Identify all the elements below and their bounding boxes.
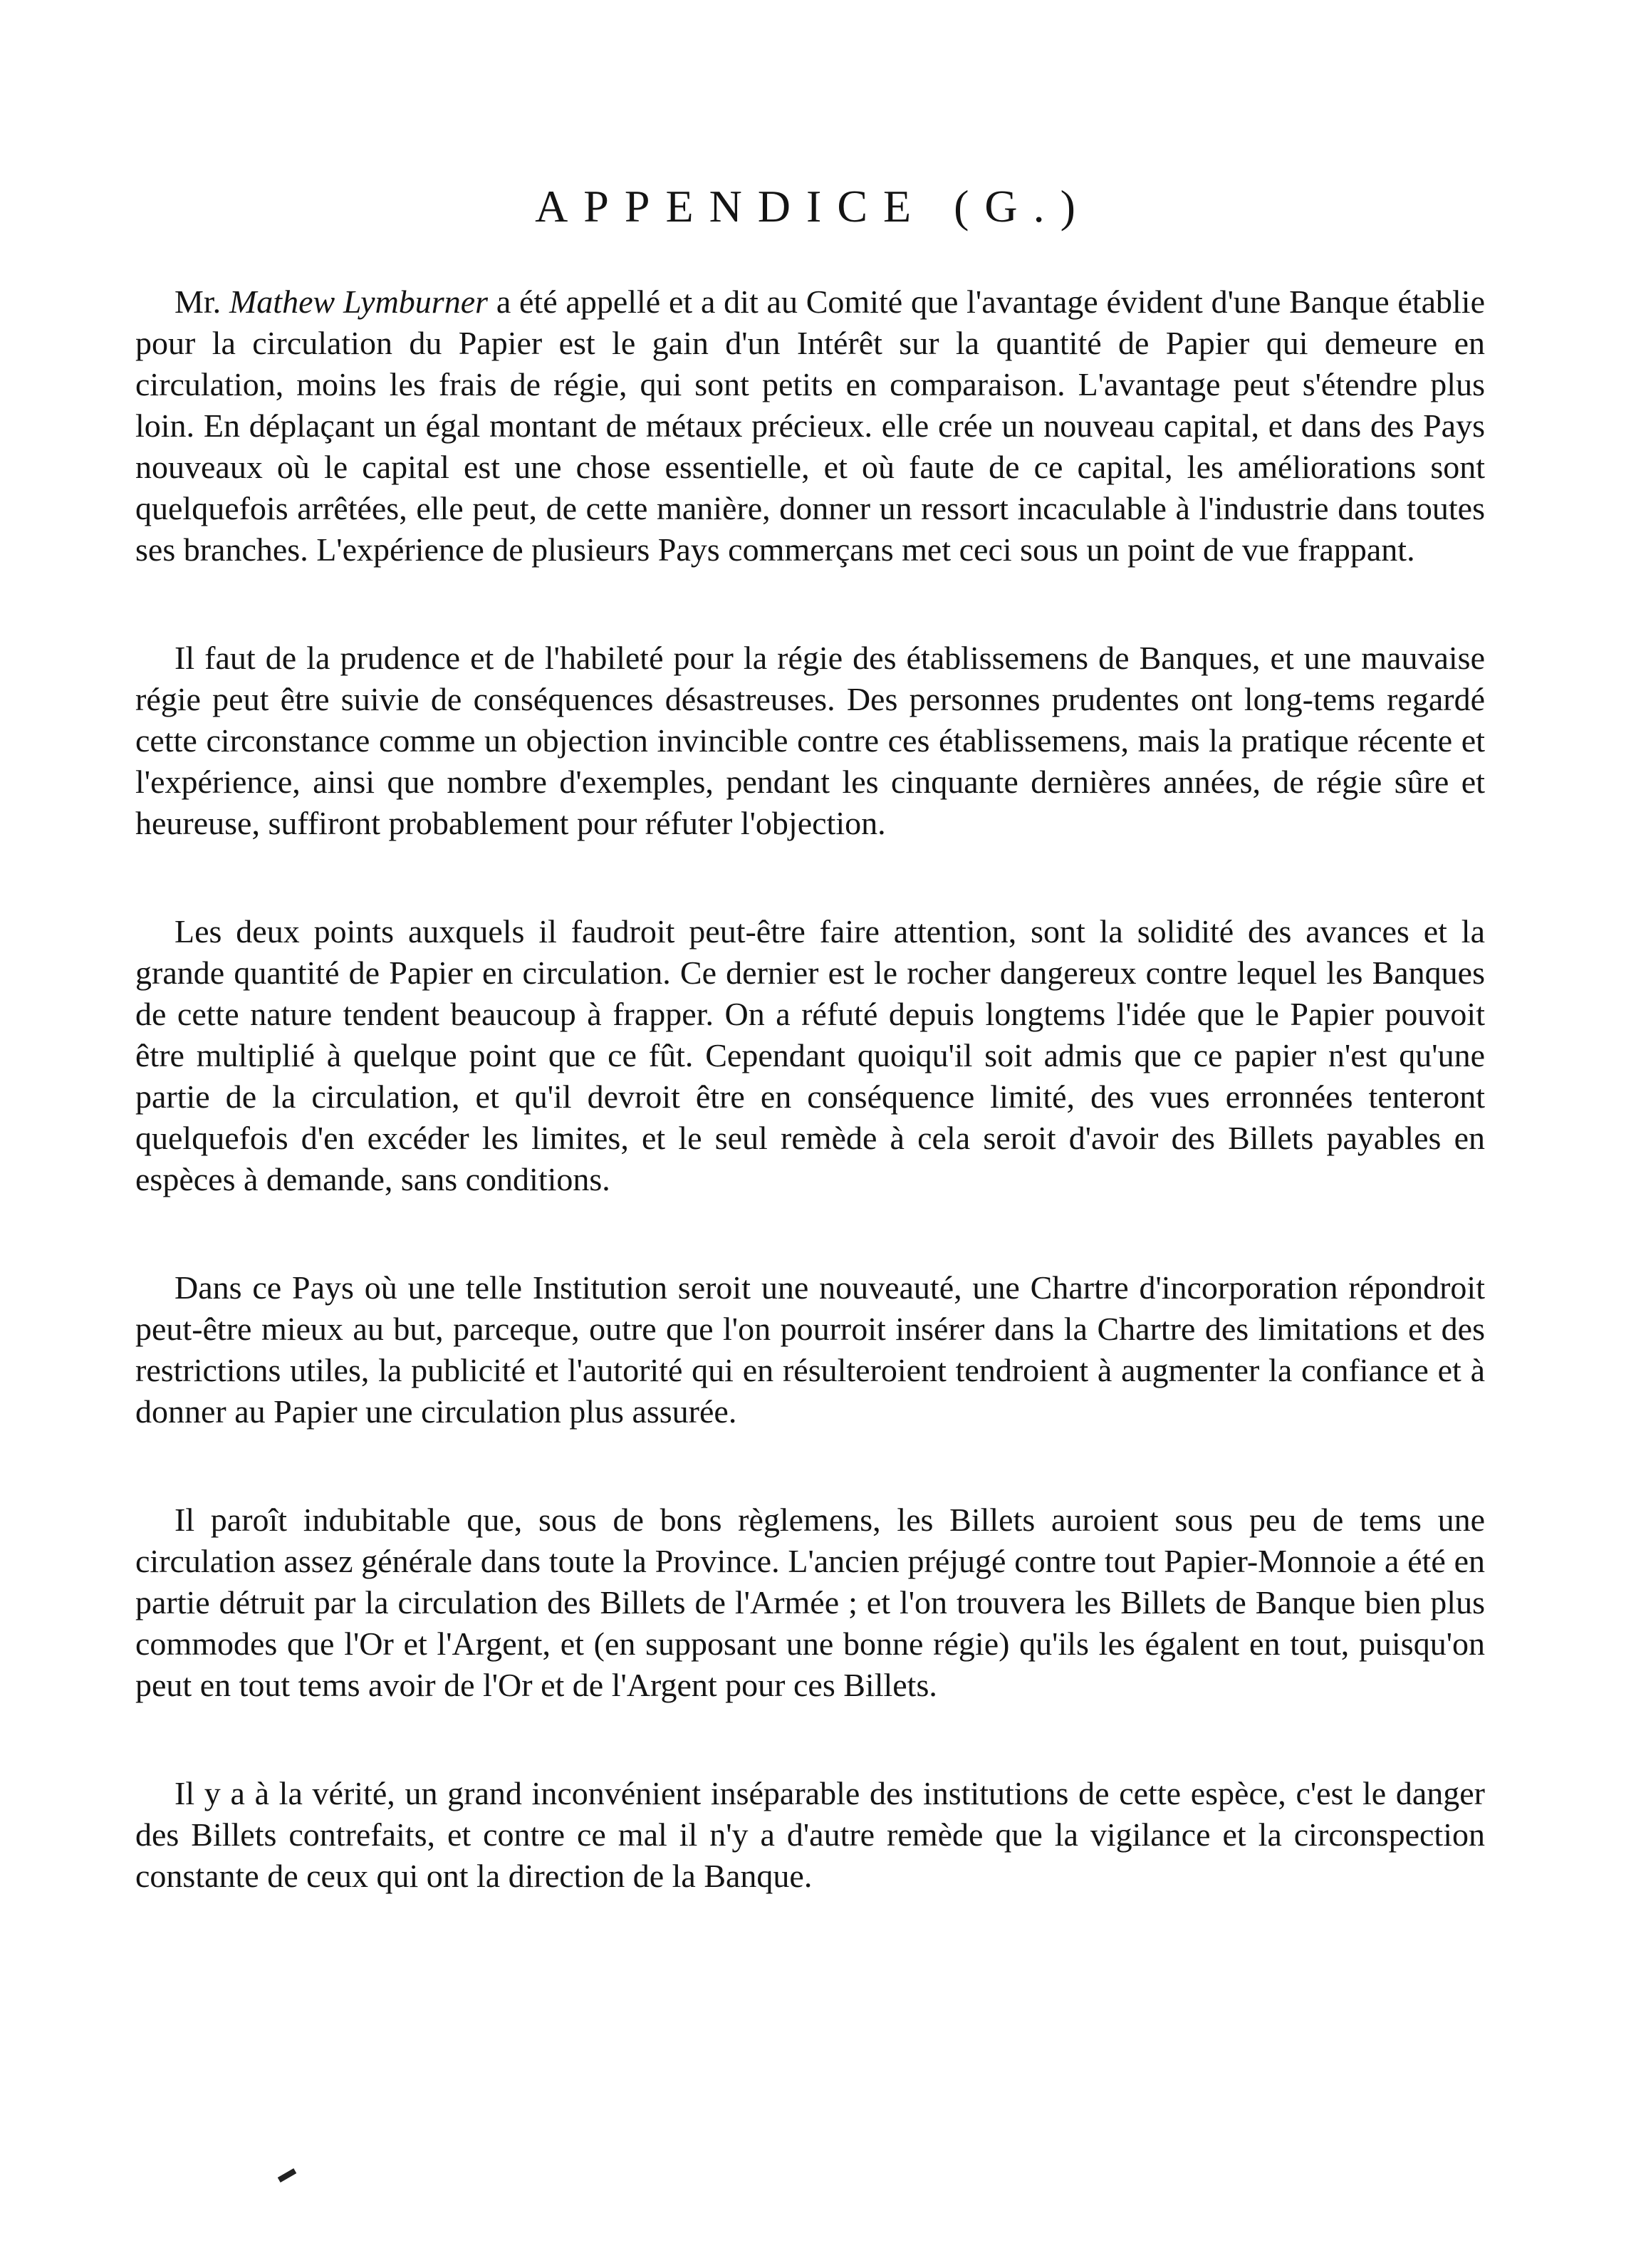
paragraph-3: Les deux points auxquels il faudroit peut-être faire attention, sont la solidité des avances et la grande quantité de Papier en circulation. Ce dernier est le rocher dangereux contre lequel les Banques de cette nature tendent beaucoup à frapper. On a réfuté depuis longtems l'idée que le Papier pouvoit être multiplié à quelque point que ce fût. Cependant quoiqu'il soit admis que ce papier n'est qu'une partie de la circulation, et qu'il devroit être en conséquence limité, des vues erronnées tenteront quelquefois d'en excéder les limites, et le seul remède à cela seroit d'avoir des Billets payables en espèces à demande, sans conditions. — [135, 913, 1485, 1197]
witness-name: Mathew Lymburner — [229, 284, 489, 320]
paragraph-1-text: a été appellé et a dit au Comité que l'avantage évident d'une Banque établie pour la circulation du Papier est le gain d'un Intérêt sur la quantité de Papier qui demeure en circulation, moins les frais de régie, qui sont petits en comparaison. L'avantage peut s'étendre plus loin. En déplaçant un égal montant de métaux précieux. elle crée un nouveau capital, et dans des Pays nouveaux où le capital est une chose essentielle, et où faute de ce capital, les améliorations sont quelquefois arrêtées, elle peut, de cette manière, donner un ressort incaculable à l'industrie dans toutes ses branches. L'expérience de plusieurs Pays commerçans met ceci sous un point de vue frappant. — [135, 284, 1485, 568]
paragraph-2: Il faut de la prudence et de l'habileté pour la régie des établissemens de Banques, et une mauvaise régie peut être suivie de conséquences désastreuses. Des personnes prudentes ont long-tems regardé cette circonstance comme un objection invincible contre ces établissemens, mais la pratique récente et l'expérience, ainsi que nombre d'exemples, pendant les cinquante dernières années, de régie sûre et heureuse, suffiront probablement pour réfuter l'objection. — [135, 640, 1485, 841]
paragraph-5: Il paroît indubitable que, sous de bons règlemens, les Billets auroient sous peu de tems une circulation assez générale dans toute la Province. L'ancien préjugé contre tout Papier-Monnoie a été en partie détruit par la circulation des Billets de l'Armée ; et l'on trouvera les Billets de Banque bien plus commodes que l'Or et l'Argent, et (en supposant une bonne régie) qu'ils les égalent en tout, puisqu'on peut en tout tems avoir de l'Or et de l'Argent pour ces Billets. — [135, 1502, 1485, 1703]
page-title: APPENDICE (G.) — [535, 181, 1091, 232]
paragraph-1 — [135, 281, 1485, 571]
paragraph-6: Il y a à la vérité, un grand inconvénient inséparable des institutions de cette espèce, c'est le danger des Billets contrefaits, et contre ce mal il n'y a d'autre remède que la vigilance et la circonspection constante de ceux qui ont la direction de la Banque. — [135, 1775, 1485, 1894]
paragraph-1-lead: Mr. — [174, 284, 229, 320]
body-text — [135, 281, 1485, 1897]
paragraph-4: Dans ce Pays où une telle Institution seroit une nouveauté, une Chartre d'incorporation répondroit peut-être mieux au but, parceque, outre que l'on pourroit insérer dans la Chartre des limitations et des restrictions utiles, la publicité et l'autorité qui en résulteroient tendroient à augmenter la confiance et à donner au Papier une circulation plus assurée. — [135, 1269, 1485, 1430]
ink-mark — [278, 2168, 297, 2183]
